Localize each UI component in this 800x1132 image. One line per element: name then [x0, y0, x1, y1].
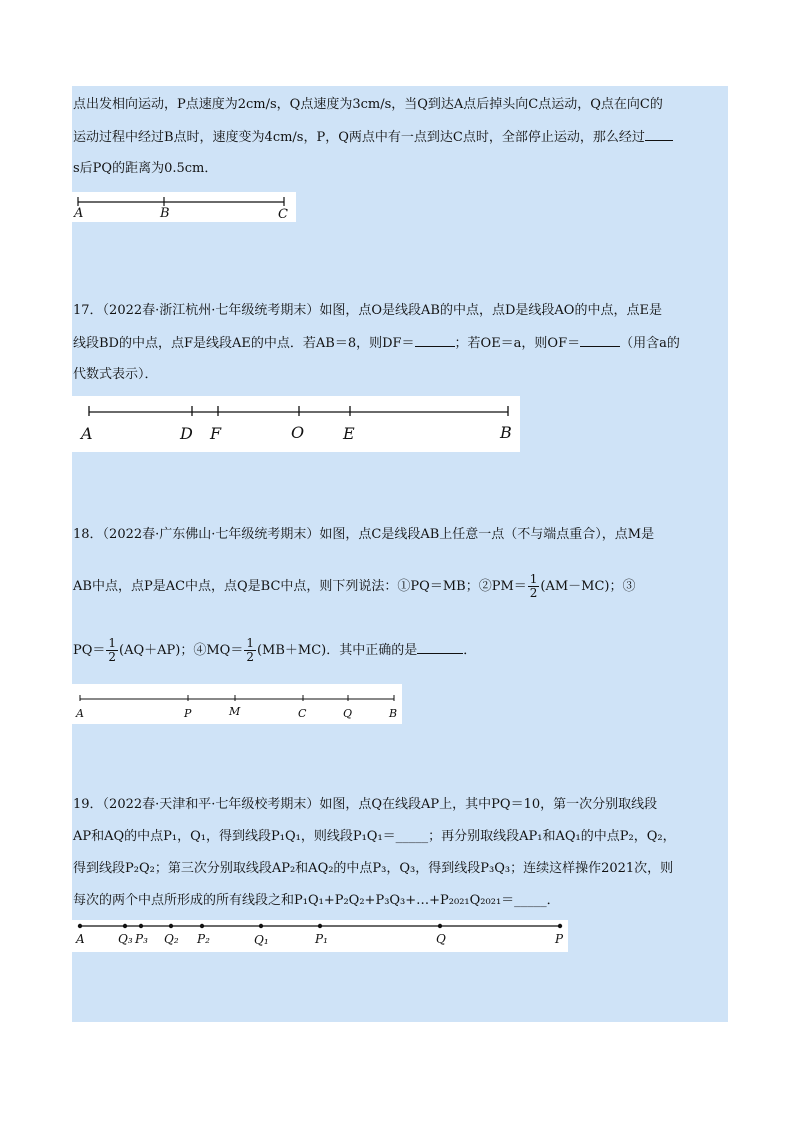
q19-label-P3: P₃ — [135, 932, 148, 946]
q18-fraction-3 — [244, 637, 256, 664]
q19-point-P1 — [318, 924, 322, 928]
q17-line-1: 17．（2022春·浙江杭州·七年级统考期末）如图，点O是线段AB的中点，点D是线段AO的中点，点E是 — [73, 303, 662, 318]
q19-point-P3 — [139, 924, 143, 928]
q18-frac2-den: 2 — [108, 650, 117, 664]
q19-label-Q2: Q₂ — [164, 932, 179, 946]
q17-line-2b: ；若OE＝a，则OF＝ — [454, 336, 581, 351]
q18-frac1-den: 2 — [529, 586, 538, 600]
q19-label-A: A — [76, 932, 85, 946]
q17-label-D: D — [180, 424, 193, 443]
q16-label-B: B — [160, 206, 170, 221]
q17-line-2c: （用含a的 — [620, 336, 680, 351]
q19-segment-svg — [72, 920, 568, 952]
q17-label-A: A — [81, 424, 93, 443]
q17-line-3: 代数式表示）． — [73, 367, 158, 382]
q18-line-3d: ． — [463, 643, 477, 658]
q19-label-P: P — [555, 932, 564, 946]
q19-point-Q3 — [123, 924, 127, 928]
q17-label-O: O — [291, 423, 305, 442]
q19-label-P2: P₂ — [197, 932, 210, 946]
q18-line-3 — [73, 636, 476, 666]
q18-line-3c: (MB＋MC)．其中正确的是 — [256, 643, 418, 658]
q17-label-B: B — [500, 423, 512, 442]
q16-line-1: 点出发相向运动，P点速度为2cm/s，Q点速度为3cm/s，当Q到达A点后掉头向C点运动，Q点在向C的 — [73, 97, 663, 112]
q19-point-P2 — [200, 924, 204, 928]
q19-line-2: AP和AQ的中点P₁，Q₁，得到线段P₁Q₁，则线段P₁Q₁＝_____；再分别取线段AP₁和AQ₁的中点P₂，Q₂， — [73, 829, 676, 844]
q17-blank-2[interactable] — [580, 334, 620, 347]
q18-figure — [72, 684, 402, 724]
q19-point-Q1 — [259, 924, 263, 928]
q18-line-1: 18．（2022春·广东佛山·七年级统考期末）如图，点C是线段AB上任意一点（不与端点重合），点M是 — [73, 527, 655, 542]
q16-figure — [72, 192, 296, 222]
q18-line-3a: PQ＝ — [73, 643, 106, 658]
q18-label-Q: Q — [343, 707, 353, 720]
q19-label-P1: P₁ — [315, 932, 328, 946]
q18-label-M: M — [229, 705, 241, 718]
q18-frac3-den: 2 — [246, 650, 254, 664]
q18-answer-blank[interactable] — [417, 641, 463, 654]
q17-figure — [72, 396, 520, 452]
q16-label-A: A — [74, 206, 84, 221]
q18-frac2-num: 1 — [108, 636, 117, 650]
q18-label-P: P — [184, 707, 192, 720]
q18-frac3-num: 1 — [246, 636, 254, 650]
q18-label-A: A — [76, 707, 84, 720]
q17-label-E: E — [343, 424, 355, 443]
q19-label-Q: Q — [436, 932, 446, 946]
q19-label-Q1: Q₁ — [254, 933, 269, 947]
content-panel — [72, 86, 728, 1022]
q18-segment-svg — [72, 684, 402, 724]
q17-segment-svg — [72, 396, 520, 452]
q18-line-3b: (AQ＋AP)；④MQ＝ — [119, 643, 244, 658]
q18-line-2b: (AM－MC)；③ — [540, 579, 636, 594]
q17-line-2 — [73, 334, 680, 353]
q18-fraction-2 — [106, 637, 118, 664]
q16-line-2-text: 运动过程中经过B点时，速度变为4cm/s，P，Q两点中有一点到达C点时，全部停止运动，那么经过 — [73, 130, 645, 145]
q18-fraction-1 — [528, 573, 540, 600]
q17-label-F: F — [210, 424, 222, 443]
q19-point-A — [78, 924, 82, 928]
q18-frac1-num: 1 — [529, 572, 538, 586]
q19-point-Q2 — [169, 924, 173, 928]
q19-line-4: 每次的两个中点所形成的所有线段之和P₁Q₁+P₂Q₂+P₃Q₃+…+P₂₀₂₁Q₂₀₂₁＝_____． — [73, 893, 560, 908]
q17-line-2a: 线段BD的中点，点F是线段AE的中点．若AB＝8，则DF＝ — [73, 336, 415, 351]
q16-answer-blank[interactable] — [645, 128, 673, 141]
q16-line-3: s后PQ的距离为0.5cm． — [73, 161, 218, 176]
q19-line-1: 19．（2022春·天津和平·七年级校考期末）如图，点Q在线段AP上，其中PQ＝10，第一次分别取线段 — [73, 797, 658, 812]
q19-line-3: 得到线段P₂Q₂；第三次分别取线段AP₂和AQ₂的中点P₃，Q₃，得到线段P₃Q₃；连续这样操作2021次，则 — [73, 861, 674, 876]
q17-blank-1[interactable] — [415, 334, 455, 347]
q18-line-2 — [73, 572, 636, 602]
q19-figure — [72, 920, 568, 952]
q18-line-2a: AB中点，点P是AC中点，点Q是BC中点，则下列说法：①PQ＝MB；②PM＝ — [73, 579, 527, 594]
q19-point-P — [558, 924, 562, 928]
q18-label-C: C — [298, 707, 307, 720]
q16-segment-svg — [72, 192, 296, 222]
q19-label-Q3: Q₃ — [118, 932, 133, 946]
q18-label-B: B — [389, 707, 398, 720]
q16-line-2 — [73, 128, 673, 147]
q19-point-Q — [438, 924, 442, 928]
q16-label-C: C — [278, 207, 288, 222]
